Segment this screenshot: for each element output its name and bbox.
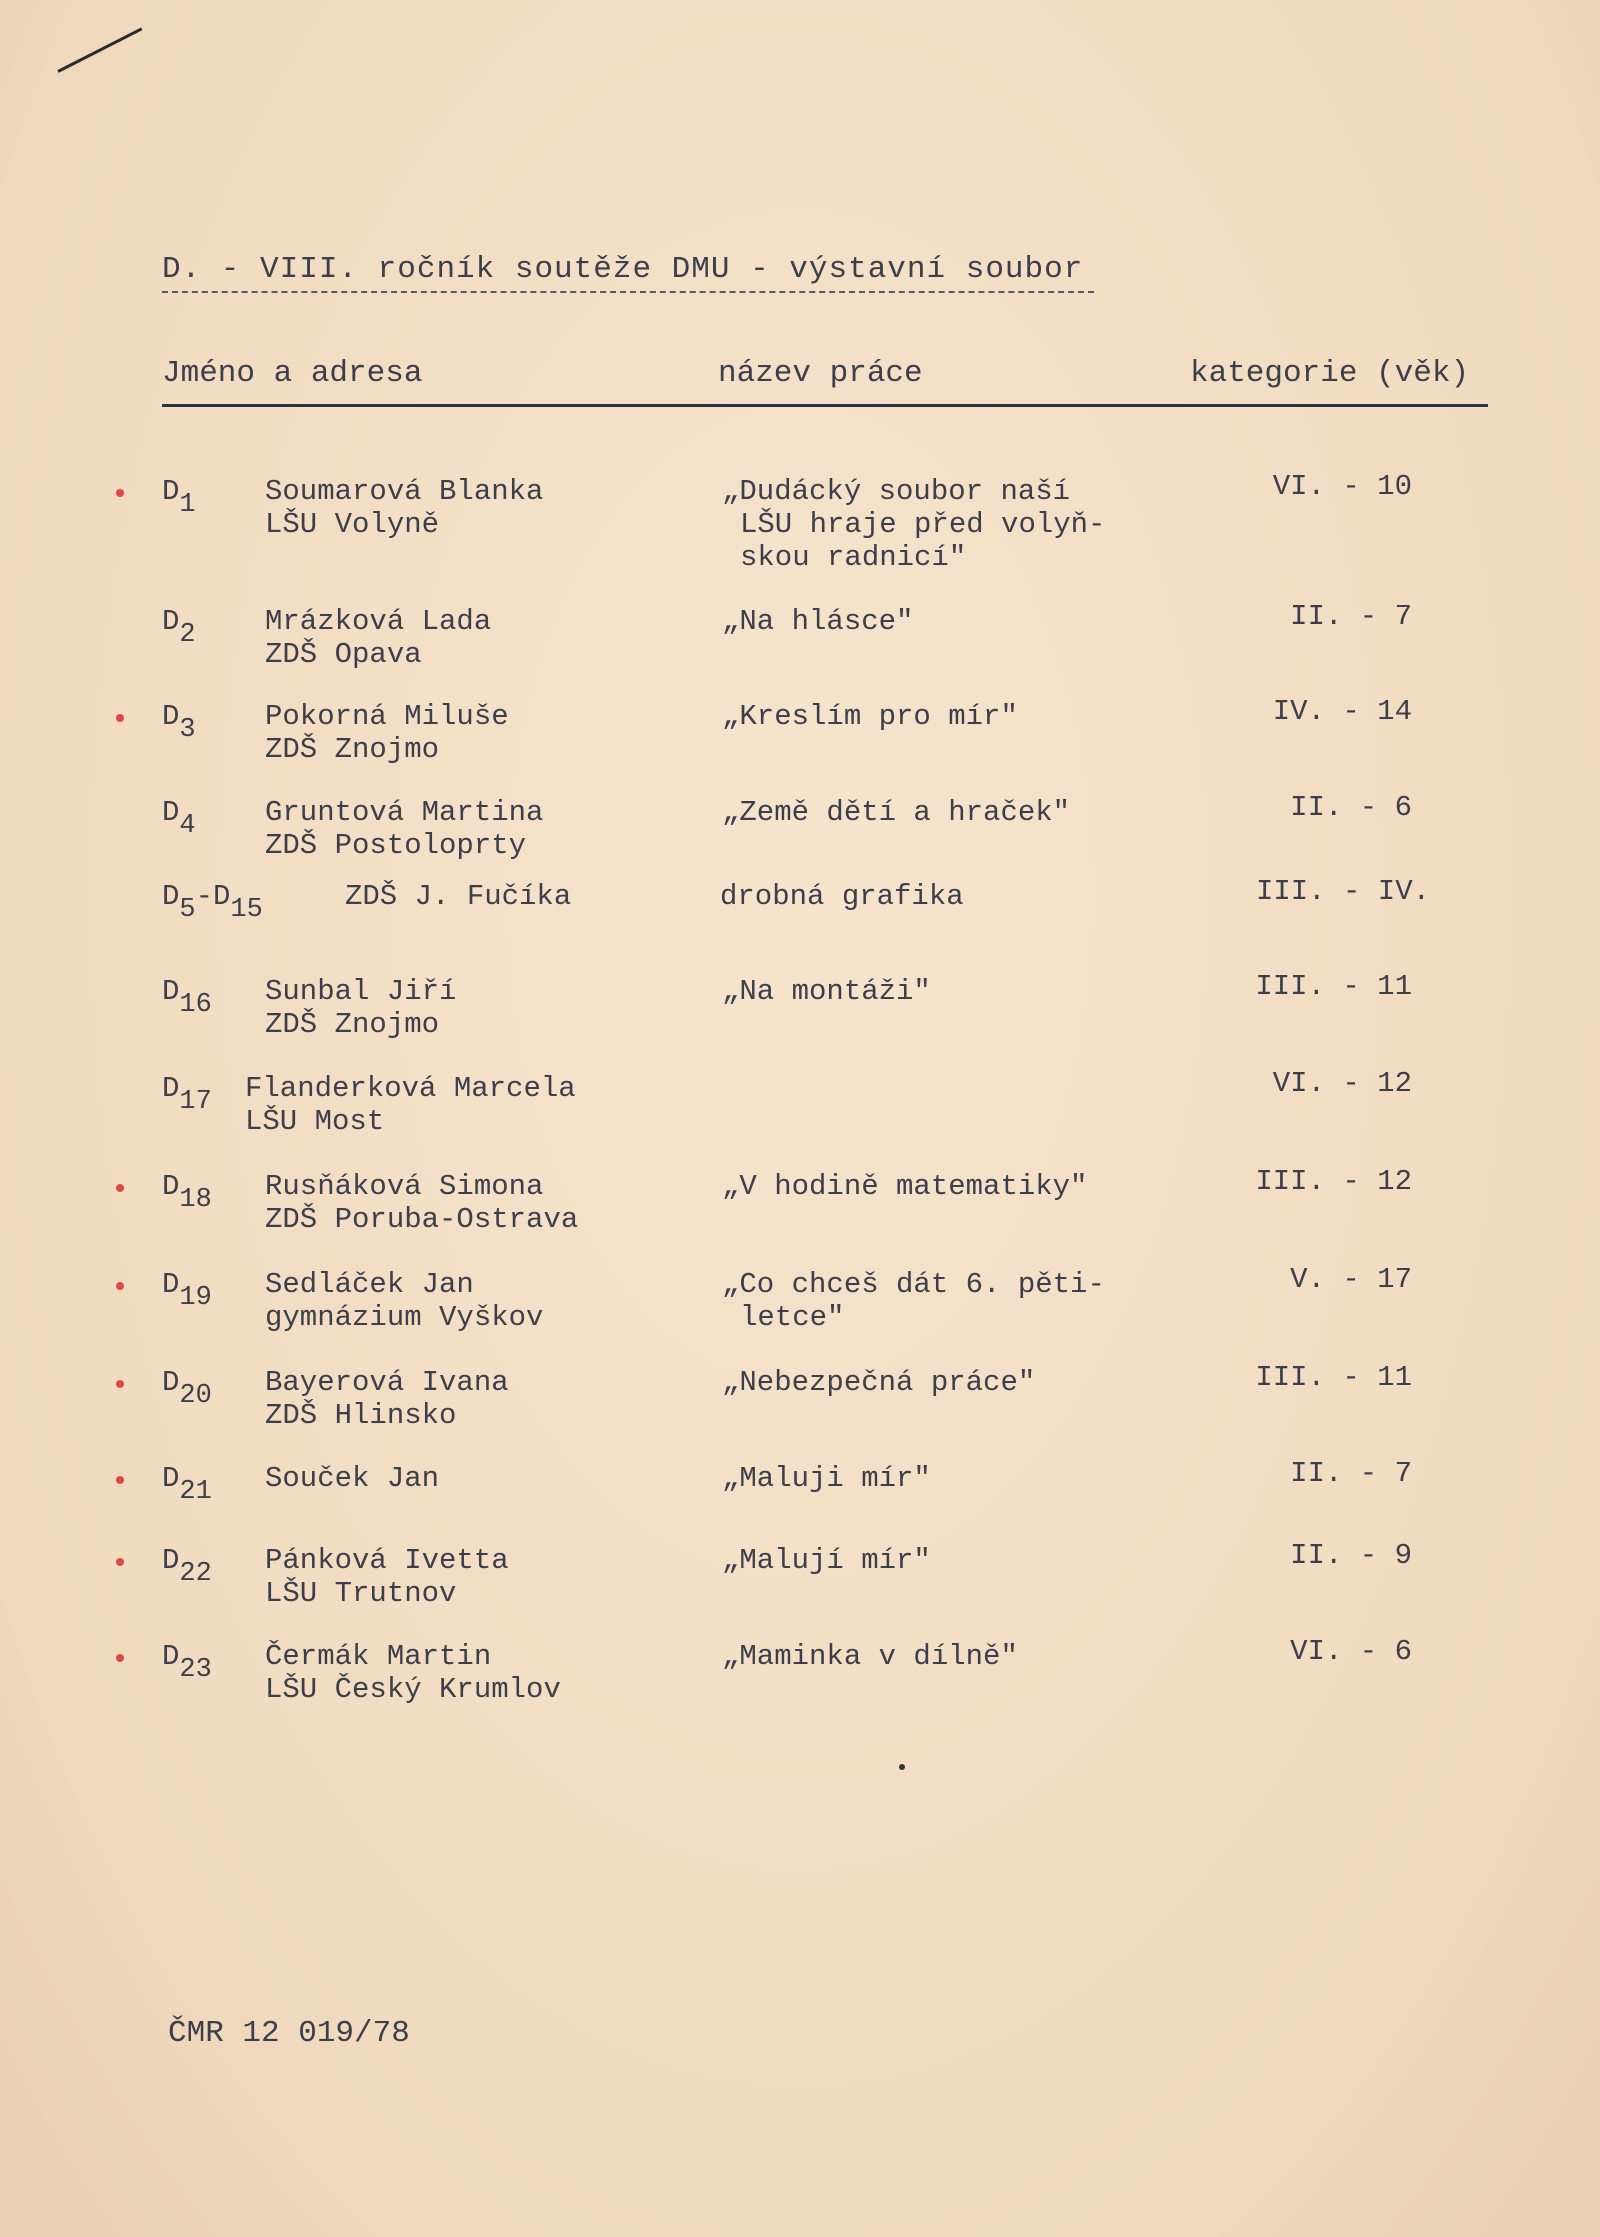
entry-work-line: „Co chceš dát 6. pěti- bbox=[722, 1268, 1105, 1301]
entry-work-line: drobná grafika bbox=[720, 880, 964, 913]
entry-code-letter: D bbox=[162, 1544, 180, 1577]
entry-name-address bbox=[265, 1170, 578, 1236]
entry-category: III. - 11 bbox=[1255, 970, 1412, 1003]
entry-work-title bbox=[722, 1366, 1035, 1399]
entry-school: ZDŠ Hlinsko bbox=[265, 1399, 457, 1432]
entry-name-address bbox=[265, 1462, 439, 1495]
entry-name: Mrázková Lada bbox=[265, 605, 492, 638]
entry-code-letter: D bbox=[162, 1072, 180, 1105]
entry-code-number: 5 bbox=[179, 895, 196, 925]
entry-name: ZDŠ J. Fučíka bbox=[345, 880, 572, 913]
entry-code-number: 18 bbox=[179, 1185, 212, 1215]
entry-category: V. - 17 bbox=[1290, 1263, 1412, 1296]
entry-name-address bbox=[265, 605, 491, 671]
entry-work-title bbox=[722, 1640, 1018, 1673]
entry-work-title bbox=[722, 1170, 1087, 1203]
entry-code bbox=[162, 1170, 212, 1215]
entry-row bbox=[0, 791, 1600, 876]
entry-work-line: „Na hlásce" bbox=[722, 605, 914, 638]
entry-work-line: „Země dětí a hraček" bbox=[722, 796, 1071, 829]
entry-name-address bbox=[265, 1366, 509, 1432]
entry-school: gymnázium Vyškov bbox=[265, 1301, 544, 1334]
entry-work-line: „V hodině matematiky" bbox=[722, 1170, 1088, 1203]
entry-category: VI. - 10 bbox=[1272, 470, 1412, 503]
entry-work-title bbox=[722, 1268, 1105, 1334]
entry-name: Čermák Martin bbox=[265, 1640, 492, 1673]
entry-code bbox=[162, 975, 212, 1020]
entry-code-number: 1 bbox=[179, 490, 196, 520]
entry-school: ZDŠ Znojmo bbox=[265, 1008, 440, 1041]
entry-row bbox=[0, 970, 1600, 1055]
entry-row bbox=[0, 1067, 1600, 1152]
entry-code bbox=[162, 1544, 212, 1589]
entry-work-line: skou radnicí" bbox=[740, 541, 967, 574]
entry-row bbox=[0, 875, 1600, 960]
entry-work-title bbox=[720, 880, 964, 913]
entry-name: Bayerová Ivana bbox=[265, 1366, 509, 1399]
entry-code bbox=[162, 1366, 212, 1411]
entry-name-address bbox=[265, 1544, 509, 1610]
entry-row bbox=[0, 1635, 1600, 1720]
red-marker-dot bbox=[116, 1184, 124, 1192]
entry-work-title bbox=[722, 1544, 931, 1577]
title-underline bbox=[162, 291, 1094, 293]
entry-work-title bbox=[722, 475, 1105, 574]
entry-work-line: „Malují mír" bbox=[722, 1544, 931, 1577]
entry-code-range-number: 15 bbox=[230, 895, 263, 925]
entry-row bbox=[0, 600, 1600, 685]
entry-code-range-letter: -D bbox=[195, 880, 231, 913]
entry-school: LŠU Trutnov bbox=[265, 1577, 457, 1610]
entry-code-number: 23 bbox=[179, 1655, 212, 1685]
entry-code-number: 20 bbox=[179, 1381, 212, 1411]
entry-code bbox=[162, 1462, 212, 1507]
entry-code-letter: D bbox=[162, 475, 180, 508]
entry-name: Pánková Ivetta bbox=[265, 1544, 509, 1577]
entry-row bbox=[0, 1457, 1600, 1542]
entry-name: Gruntová Martina bbox=[265, 796, 544, 829]
entry-category: II. - 7 bbox=[1290, 1457, 1412, 1490]
entry-category: II. - 7 bbox=[1290, 600, 1412, 633]
entry-code bbox=[162, 1072, 212, 1117]
entry-work-line: „Nebezpečná práce" bbox=[722, 1366, 1036, 1399]
entry-school: LŠU Volyně bbox=[265, 508, 440, 541]
entry-name-address bbox=[265, 475, 543, 541]
entry-name-address bbox=[265, 796, 543, 862]
entry-category: III. - 11 bbox=[1255, 1361, 1412, 1394]
entry-row bbox=[0, 470, 1600, 574]
entry-code-number: 19 bbox=[179, 1283, 212, 1313]
entry-code-letter: D bbox=[162, 880, 180, 913]
entry-code bbox=[162, 700, 196, 745]
entry-row bbox=[0, 1165, 1600, 1250]
entry-code-letter: D bbox=[162, 1462, 180, 1495]
ink-speck bbox=[899, 1764, 905, 1770]
entry-name-address bbox=[265, 700, 509, 766]
entry-code bbox=[162, 1640, 212, 1685]
entry-row bbox=[0, 1539, 1600, 1624]
entry-name-address bbox=[265, 1640, 561, 1706]
entry-code-letter: D bbox=[162, 605, 180, 638]
entry-code-number: 4 bbox=[179, 811, 196, 841]
entry-code-letter: D bbox=[162, 1170, 180, 1203]
entry-code bbox=[162, 796, 196, 841]
entry-code-number: 16 bbox=[179, 990, 212, 1020]
entry-code-number: 22 bbox=[179, 1559, 212, 1589]
entry-code-letter: D bbox=[162, 1366, 180, 1399]
entry-code-letter: D bbox=[162, 700, 180, 733]
entry-school: ZDŠ Postoloprty bbox=[265, 829, 527, 862]
entry-name: Souček Jan bbox=[265, 1462, 440, 1495]
entry-row bbox=[0, 1361, 1600, 1446]
entry-school: ZDŠ Poruba-Ostrava bbox=[265, 1203, 579, 1236]
entry-category: III. - 12 bbox=[1255, 1165, 1412, 1198]
entry-code bbox=[162, 1268, 212, 1313]
entry-category: III. - IV. bbox=[1255, 875, 1430, 908]
entry-name: Flanderková Marcela bbox=[245, 1072, 576, 1105]
entry-work-title bbox=[722, 605, 913, 638]
entry-work-line: „Dudácký soubor naší bbox=[722, 475, 1071, 508]
red-marker-dot bbox=[116, 714, 124, 722]
red-marker-dot bbox=[116, 1282, 124, 1290]
column-header-category: kategorie (věk) bbox=[1190, 356, 1470, 391]
entry-name: Sedláček Jan bbox=[265, 1268, 474, 1301]
entry-name-address bbox=[265, 975, 456, 1041]
entry-code-number: 17 bbox=[179, 1087, 212, 1117]
entry-work-line: „Kreslím pro mír" bbox=[722, 700, 1018, 733]
red-marker-dot bbox=[116, 1476, 124, 1484]
entry-school: ZDŠ Znojmo bbox=[265, 733, 440, 766]
pen-mark bbox=[57, 27, 142, 72]
red-marker-dot bbox=[116, 1380, 124, 1388]
entry-row bbox=[0, 695, 1600, 780]
entry-category: VI. - 12 bbox=[1272, 1067, 1412, 1100]
entry-name: Rusňáková Simona bbox=[265, 1170, 544, 1203]
entry-work-title bbox=[722, 1462, 931, 1495]
entry-work-title bbox=[722, 796, 1070, 829]
entry-code-letter: D bbox=[162, 975, 180, 1008]
entry-category: II. - 6 bbox=[1290, 791, 1412, 824]
document-title: D. - VIII. ročník soutěže DMU - výstavní soubor bbox=[162, 252, 1084, 287]
entry-school: LŠU Most bbox=[245, 1105, 385, 1138]
document-reference: ČMR 12 019/78 bbox=[168, 2016, 410, 2051]
entry-row bbox=[0, 1263, 1600, 1348]
entry-code bbox=[162, 475, 196, 520]
entry-code bbox=[162, 605, 196, 650]
entry-name-address bbox=[345, 880, 571, 913]
column-header-work: název práce bbox=[718, 356, 923, 391]
header-rule bbox=[162, 404, 1488, 407]
entry-category: VI. - 6 bbox=[1290, 1635, 1412, 1668]
entry-work-line: LŠU hraje před volyň- bbox=[740, 508, 1106, 541]
entry-work-line: „Na montáži" bbox=[722, 975, 931, 1008]
entry-name-address bbox=[265, 1268, 543, 1334]
entry-category: II. - 9 bbox=[1290, 1539, 1412, 1572]
entry-code-number: 2 bbox=[179, 620, 196, 650]
entry-school: LŠU Český Krumlov bbox=[265, 1673, 561, 1706]
entry-name: Sunbal Jiří bbox=[265, 975, 457, 1008]
entry-code-letter: D bbox=[162, 1268, 180, 1301]
red-marker-dot bbox=[116, 1558, 124, 1566]
column-header-name: Jméno a adresa bbox=[162, 356, 423, 391]
entry-code-letter: D bbox=[162, 796, 180, 829]
entry-name-address bbox=[245, 1072, 576, 1138]
entry-code-number: 3 bbox=[179, 715, 196, 745]
red-marker-dot bbox=[116, 1654, 124, 1662]
entry-school: ZDŠ Opava bbox=[265, 638, 422, 671]
entry-work-line: letce" bbox=[740, 1301, 845, 1334]
entry-work-line: „Maluji mír" bbox=[722, 1462, 931, 1495]
entry-name: Soumarová Blanka bbox=[265, 475, 544, 508]
red-marker-dot bbox=[116, 489, 124, 497]
entry-work-line: „Maminka v dílně" bbox=[722, 1640, 1018, 1673]
entry-code-number: 21 bbox=[179, 1477, 212, 1507]
entry-work-title bbox=[722, 700, 1018, 733]
entry-work-title bbox=[722, 975, 931, 1008]
entry-category: IV. - 14 bbox=[1272, 695, 1412, 728]
entry-code bbox=[162, 880, 263, 925]
entry-code-letter: D bbox=[162, 1640, 180, 1673]
entry-name: Pokorná Miluše bbox=[265, 700, 509, 733]
